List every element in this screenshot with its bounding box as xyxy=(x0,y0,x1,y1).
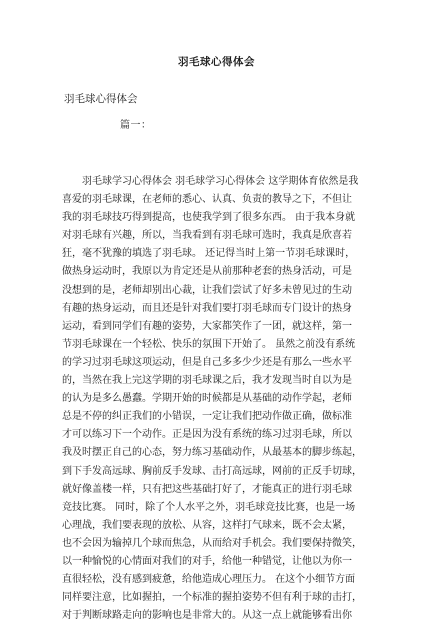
document-title: 羽毛球心得体会 xyxy=(178,56,255,68)
text-line: 的，当然在我上完这学期的羽毛球课之后，我才发现当时自以为是 xyxy=(62,375,352,387)
chapter-heading: 篇一： xyxy=(120,120,152,131)
text-line: 运动，看到同学们有趣的姿势，大家都笑作了一团，就这样，第一 xyxy=(62,320,352,332)
text-line: 没想到的是，老师却别出心裁，让我们尝试了好多未曾见过的生动 xyxy=(62,284,352,296)
text-line: 到下手发高远球、胸前反手发球、击打高远球，网前的正反手切球， xyxy=(62,465,362,477)
text-line: 羽毛球学习心得体会 羽毛球学习心得体会 这学期体育依然是我 xyxy=(82,176,359,187)
document-subtitle: 羽毛球心得体会 xyxy=(64,93,138,105)
text-line: 心理战，我们要表现的放松、从容，这样打气球来，既不会太紧， xyxy=(62,519,352,531)
body-paragraph xyxy=(62,173,371,625)
text-line: 的认为是多么愚蠢。学期开始的时候都是从基础的动作学起，老师 xyxy=(62,393,352,405)
text-line: 做热身运动时，我原以为肯定还是从前那种老套的热身活动，可是 xyxy=(62,266,352,278)
text-line: 节羽毛球课在一个轻松、快乐的氛围下开始了。 虽然之前没有系统 xyxy=(62,338,356,350)
text-line: 狂，毫不犹豫的填选了羽毛球。 还记得当时上第一节羽毛球课时， xyxy=(62,248,356,260)
text-line: 我及时摆正自己的心态，努力练习基础动作，从最基本的脚步练起， xyxy=(62,447,362,459)
text-line: 有趣的热身运动，而且还是针对我们要打羽毛球而专门设计的热身 xyxy=(62,302,352,314)
text-line: 才可以练习下一个动作。正是因为没有系统的练习过羽毛球，所以 xyxy=(62,429,352,441)
text-line: 以一种愉悦的心情面对我们的对手，给他一种错觉，让他以为你一 xyxy=(62,555,352,567)
text-line: 就好像盖楼一样，只有把这些基础打好了，才能真正的进行羽毛球 xyxy=(62,483,352,495)
text-line: 我的羽毛球技巧得到提高，也使我学到了很多东西。 由于我本身就 xyxy=(62,212,356,224)
text-line: 对羽毛球有兴趣，所以，当我看到有羽毛球可选时，我真是欣喜若 xyxy=(62,230,352,242)
text-line: 喜爱的羽毛球课，在老师的悉心、认真、负责的教导之下，不但让 xyxy=(62,194,352,206)
text-line: 的学习过羽毛球这项运动，但是自己多多少少还是有那么一些水平 xyxy=(62,356,352,368)
text-line: 也不会因为输掉几个球而焦急，从而给对手机会。我们要保持微笑， xyxy=(62,537,362,549)
text-line: 总是不停的纠正我们的小错误，一定让我们把动作做正确，做标准 xyxy=(62,411,352,423)
text-line: 同样要注意，比如握拍，一个标准的握拍姿势不但有利于球的击打， xyxy=(62,592,362,604)
text-line: 竞技比赛。 同时，除了个人水平之外，羽毛球竞技比赛，也是一场 xyxy=(62,501,356,513)
text-line: 对于判断球路走向的影响也是非常大的。从这一点上就能够看出你 xyxy=(62,610,352,622)
text-line: 直很轻松，没有感到疲惫，给他造成心理压力。 在这个小细节方面 xyxy=(62,574,356,586)
